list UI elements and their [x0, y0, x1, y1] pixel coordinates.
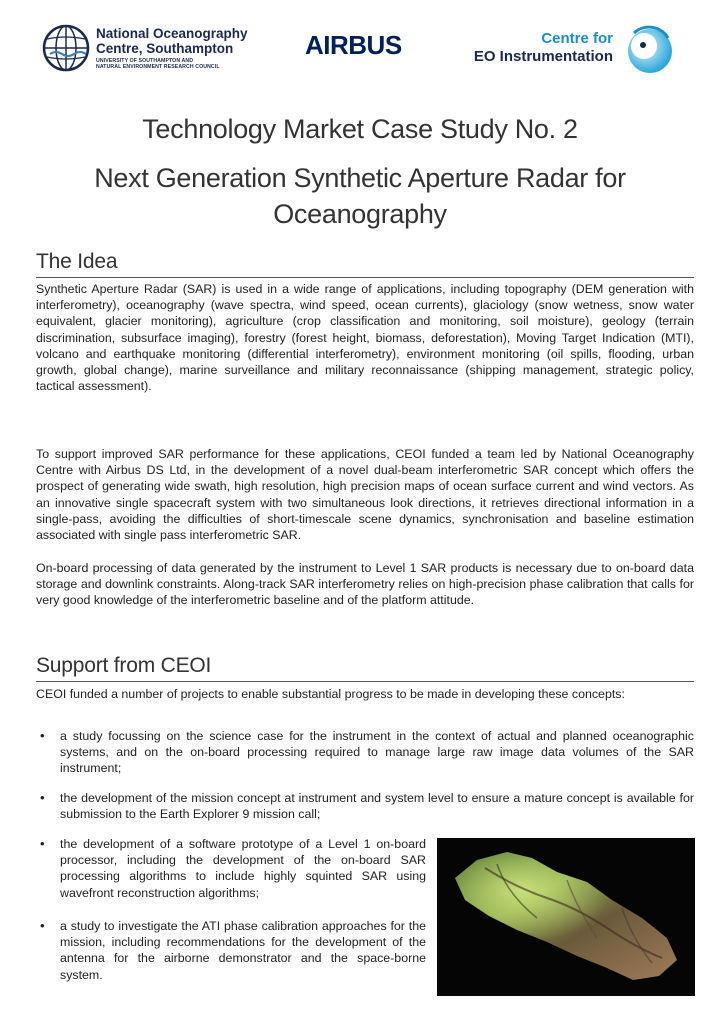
noc-subtitle: [96, 58, 220, 70]
list-item: • a study to investigate the ATI phase calibration approaches for the mission, including recommendations for the development of the antenna for the airborne demonstrator and the space-borne system.: [36, 918, 426, 983]
noc-sub-line1: UNIVERSITY OF SOUTHAMPTON AND: [96, 58, 194, 64]
ceoi-line1: Centre for: [541, 30, 613, 47]
section-divider: [36, 681, 694, 682]
support-bullet-list: [36, 836, 426, 901]
airbus-logo: AIRBUS: [305, 30, 402, 60]
ceoi-line2: EO Instrumentation: [473, 48, 613, 65]
ceoi-swirl-icon: [620, 24, 678, 76]
idea-paragraph-2: To support improved SAR performance for these applications, CEOI funded a team led by National Oceanography Centre with Airbus DS Ltd, in the development of a novel dual-beam interferometric SAR concept which offers the prospect of generating wide swath, high resolution, high precision maps of ocean surface current and wind vectors. As an innovative single spacecraft system with two simultaneous look directions, it retrieves directional information in a single-pass, avoiding the difficulties of short-timescale scene dynamics, synchronisation and baseline estimation associated with single pass interferometric SAR.: [36, 447, 694, 543]
globe-logo-icon: [42, 24, 90, 72]
support-bullet-list: [36, 918, 426, 983]
sar-island-image: [437, 838, 695, 996]
section-heading-idea: The Idea: [36, 250, 118, 273]
noc-name-line2: Centre, Southampton: [96, 41, 234, 56]
noc-name-line1: National Oceanography: [96, 26, 248, 41]
sar-terrain-illustration: [437, 838, 695, 996]
list-item: • a study focussing on the science case for the instrument in the context of actual and planned oceanographic systems, and on the on-board processing required to manage large raw image data volumes of the SAR instrument;: [36, 728, 694, 777]
idea-paragraph-3: On-board processing of data generated by the instrument to Level 1 SAR products is necessary due to on-board data storage and downlink constraints. Along-track SAR interferometry relies on high-precision phase calibration that calls for very good knowledge of the interferometric baseline and of the platform attitude.: [36, 561, 694, 608]
page-header: [0, 0, 720, 90]
support-bullet-list: [36, 790, 694, 822]
support-intro: CEOI funded a number of projects to enable substantial progress to be made in developing these concepts:: [36, 687, 625, 701]
noc-sub-line2: NATURAL ENVIRONMENT RESEARCH COUNCIL: [96, 64, 220, 70]
idea-paragraph-1: Synthetic Aperture Radar (SAR) is used in a wide range of applications, including topography (DEM generation with interferometry), oceanography (wave spectra, wind speed, ocean currents), glaciology (snow wetness, snow water equivalent, glacier monitoring), agriculture (crop classification and monitoring, soil moisture), geology (terrain discrimination, subsurface imaging), forestry (forest height, biomass, deforestation), Moving Target Indication (MTI), volcano and earthquake monitoring (differential interferometry), environment monitoring (oil spills, flooding, urban growth, global change), marine surveillance and military reconnaissance (shipping management, strategic policy, tactical assessment).: [36, 282, 694, 394]
page-title: Technology Market Case Study No. 2: [142, 114, 578, 144]
noc-name: [96, 26, 248, 56]
page-subtitle: Next Generation Synthetic Aperture Radar for Oceanography: [94, 163, 626, 229]
list-item: • the development of a software prototype of a Level 1 on-board processor, including the development of the on-board SAR processing algorithms to include highly squinted SAR using wavefront reconstruction algorithms;: [36, 836, 426, 901]
support-bullet-list: [36, 728, 694, 777]
noc-logo: [42, 24, 272, 74]
section-heading-support: Support from CEOI: [36, 654, 212, 677]
section-divider: [36, 277, 694, 278]
ceoi-logo: [473, 22, 698, 78]
list-item: • the development of the mission concept at instrument and system level to ensure a mature concept is available for submission to the Earth Explorer 9 mission call;: [36, 790, 694, 822]
